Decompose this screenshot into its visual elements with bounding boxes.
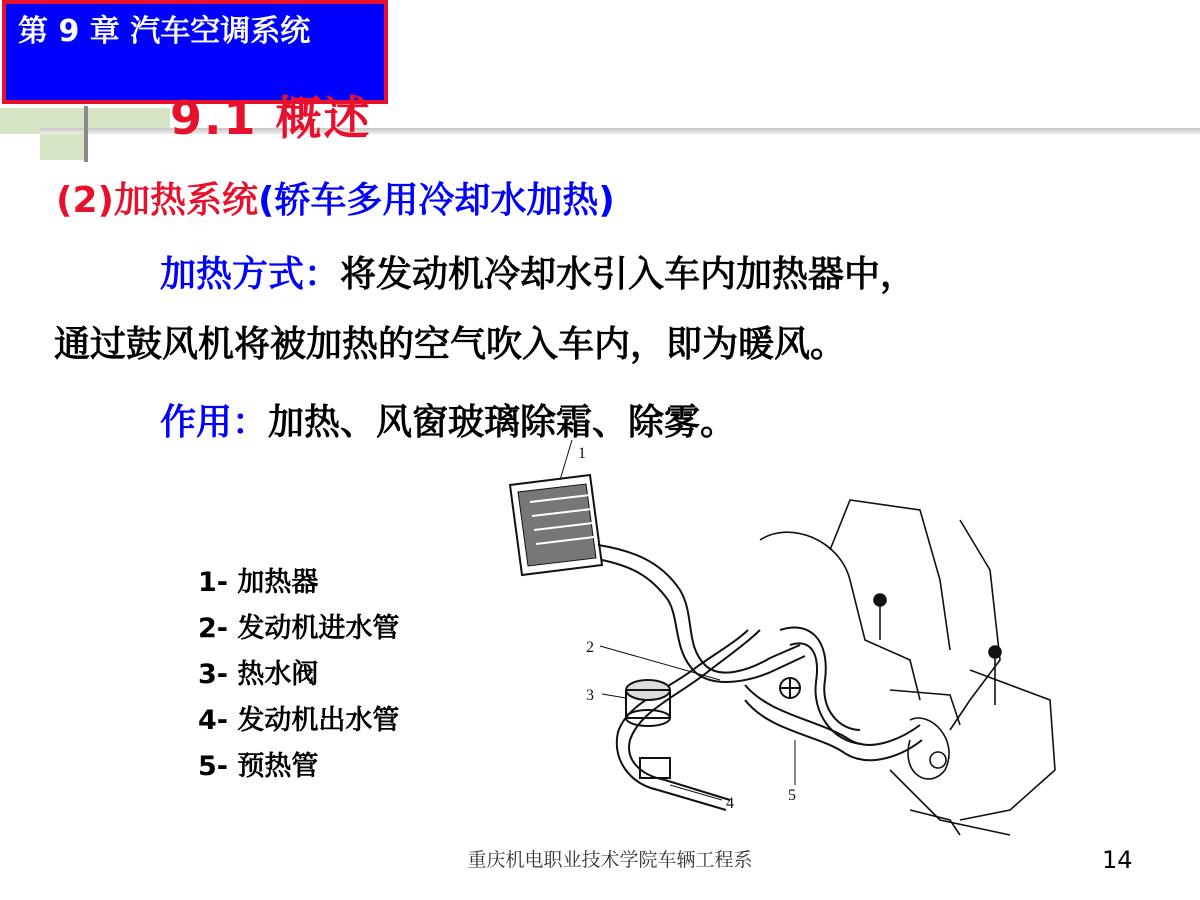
callout-2: 2: [586, 639, 594, 656]
legend-item: 2- 发动机进水管: [198, 613, 400, 644]
callout-3: 3: [586, 687, 594, 704]
legend-item: 4- 发动机出水管: [198, 705, 400, 736]
footer-school: 重庆机电职业技术学院车辆工程系: [467, 849, 753, 871]
decorative-vertical-line: [84, 106, 88, 162]
callout-1: 1: [578, 445, 586, 462]
chapter-title: 第 9 章 汽车空调系统: [18, 14, 311, 49]
heater-system-diagram: [490, 440, 1060, 840]
legend-item: 5- 预热管: [198, 751, 319, 782]
method-text-2: 通过鼓风机将被加热的空气吹入车内，即为暖风。: [54, 324, 847, 365]
heater-core-drawing: [510, 440, 602, 575]
legend-item: 1- 加热器: [198, 567, 319, 598]
engine-body-drawing: [760, 500, 1055, 835]
page-number: 14: [1102, 846, 1133, 874]
method-line-1: [160, 244, 916, 306]
function-label: 作用：: [160, 402, 269, 443]
method-text-1: 将发动机冷却水引入车内加热器中，: [340, 254, 917, 295]
preheat-pipe-drawing: [745, 627, 922, 760]
legend: [198, 560, 399, 790]
sub-heading-prefix: (2)加热系统: [56, 180, 258, 221]
section-title: 9.1 概述: [170, 91, 372, 145]
method-line-2: [54, 314, 846, 376]
function-text: 加热、风窗玻璃除霜、除雾。: [268, 402, 737, 443]
method-label: 加热方式：: [160, 254, 341, 295]
callout-5: 5: [788, 787, 796, 804]
sub-heading: [56, 172, 615, 223]
callout-4: 4: [726, 795, 734, 812]
sub-heading-suffix: (轿车多用冷却水加热): [257, 180, 615, 221]
legend-item: 3- 热水阀: [198, 659, 319, 690]
decorative-square: [40, 134, 86, 160]
